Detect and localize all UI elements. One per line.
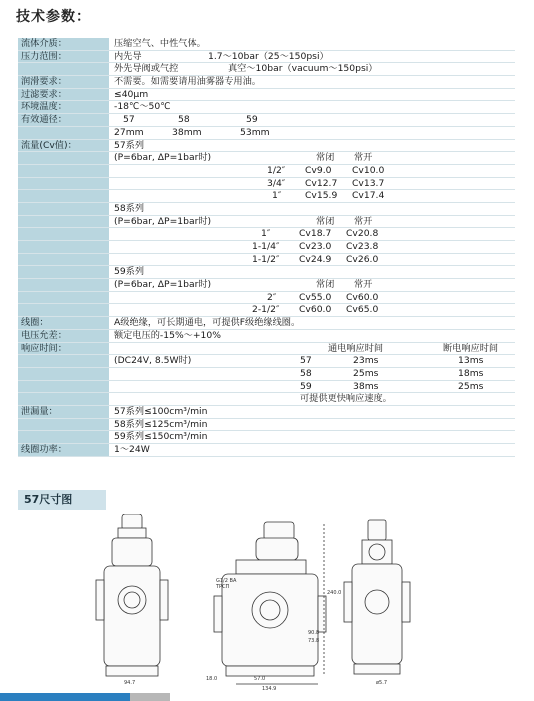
spec-cell: 断电响应时间 xyxy=(443,342,499,354)
dimension-drawing xyxy=(86,514,516,690)
spec-row-label: 流体介质： xyxy=(18,38,109,50)
spec-row-label xyxy=(18,127,109,139)
spec-cell: 57系列 xyxy=(114,139,145,151)
spec-row-label xyxy=(18,266,109,278)
spec-cell: 真空～10bar（vacuum～150psi） xyxy=(228,63,378,75)
spec-cell: 53mm xyxy=(240,126,270,138)
spec-row xyxy=(18,317,515,330)
valve-drawing-svg xyxy=(86,514,516,690)
spec-cell: Cv20.8 xyxy=(346,228,379,240)
spec-row-label: 润滑要求： xyxy=(18,76,109,88)
spec-row-label: 有效通径： xyxy=(18,114,109,126)
spec-row-label xyxy=(18,228,109,240)
spec-cell: Cv24.9 xyxy=(299,253,332,265)
spec-cell: 58系列≤125cm³/min xyxy=(114,418,208,430)
spec-row xyxy=(18,419,515,432)
spec-cell: 不需要。如需要请用油雾器专用油。 xyxy=(114,76,261,88)
spec-row-label xyxy=(18,355,109,367)
spec-row xyxy=(18,203,515,216)
spec-cell: 58 xyxy=(300,367,312,379)
dim-left-base: 94.7 xyxy=(124,680,136,686)
dim-h2: 73.8 xyxy=(308,638,320,644)
spec-cell: ≤40μm xyxy=(114,88,149,100)
spec-row-label: 压力范围： xyxy=(18,51,109,63)
spec-row xyxy=(18,101,515,114)
spec-row xyxy=(18,266,515,279)
spec-table xyxy=(18,38,515,457)
spec-row-label xyxy=(18,152,109,164)
spec-row-label xyxy=(18,304,109,316)
spec-row-label xyxy=(18,368,109,380)
spec-cell: Cv9.0 xyxy=(305,164,332,176)
spec-cell: Cv12.7 xyxy=(305,177,338,189)
spec-row xyxy=(18,330,515,343)
spec-row xyxy=(18,38,515,51)
spec-row xyxy=(18,190,515,203)
footer-bar xyxy=(0,693,534,701)
spec-row xyxy=(18,178,515,191)
spec-cell: 57 xyxy=(300,355,312,367)
spec-cell: 59 xyxy=(246,114,258,126)
spec-cell: 3/4″ xyxy=(267,177,286,189)
spec-row xyxy=(18,152,515,165)
spec-row-label xyxy=(18,190,109,202)
spec-cell: Cv10.0 xyxy=(352,164,385,176)
spec-row-label xyxy=(18,63,109,75)
spec-row xyxy=(18,406,515,419)
spec-cell: 59系列 xyxy=(114,266,145,278)
dim-thread: G1/2 BA xyxy=(216,578,237,584)
spec-row-label xyxy=(18,381,109,393)
spec-cell: -18℃～50℃ xyxy=(114,101,171,113)
spec-row-label: 电压允差： xyxy=(18,330,109,342)
spec-row xyxy=(18,241,515,254)
spec-cell: A级绝缘，可长期通电，可提供F级绝缘线圈。 xyxy=(114,317,301,329)
spec-row xyxy=(18,292,515,305)
dim-total-height: 240.0 xyxy=(327,590,342,596)
spec-row xyxy=(18,63,515,76)
spec-cell: 额定电压的-15%～+10% xyxy=(114,329,221,341)
spec-cell: Cv26.0 xyxy=(346,253,379,265)
spec-row xyxy=(18,304,515,317)
spec-cell: 常开 xyxy=(354,215,373,227)
spec-cell: 1″ xyxy=(272,190,282,202)
spec-row xyxy=(18,127,515,140)
spec-cell: 38mm xyxy=(172,126,202,138)
spec-row-label: 线圈： xyxy=(18,317,109,329)
spec-cell: 18ms xyxy=(458,367,484,379)
spec-row-label: 过滤要求： xyxy=(18,89,109,101)
spec-cell: Cv23.0 xyxy=(299,241,332,252)
spec-cell: 1.7～10bar（25～150psi） xyxy=(208,50,329,62)
spec-cell: Cv65.0 xyxy=(346,304,379,316)
spec-cell: 38ms xyxy=(353,380,379,392)
spec-cell: 2-1/2″ xyxy=(252,304,280,316)
spec-cell: 内先导 xyxy=(114,50,142,62)
spec-row xyxy=(18,431,515,444)
spec-cell: Cv60.0 xyxy=(299,304,332,316)
spec-cell: (DC24V, 8.5W时) xyxy=(114,355,192,367)
spec-row xyxy=(18,343,515,356)
spec-row xyxy=(18,368,515,381)
dim-w-mid: 57.0 xyxy=(254,676,266,682)
spec-cell: 常闭 xyxy=(316,152,335,164)
spec-row xyxy=(18,381,515,394)
spec-row-label: 环境温度： xyxy=(18,101,109,113)
spec-cell: (P=6bar, ΔP=1bar时) xyxy=(114,279,212,291)
spec-row-label: 泄漏量： xyxy=(18,406,109,418)
spec-row-label xyxy=(18,241,109,253)
spec-cell: 59 xyxy=(300,380,312,392)
spec-row-label: 响应时间： xyxy=(18,343,109,355)
spec-row xyxy=(18,216,515,229)
spec-cell: Cv17.4 xyxy=(352,190,385,202)
spec-row xyxy=(18,76,515,89)
port-label: ТРСП xyxy=(216,584,230,590)
spec-cell: 常开 xyxy=(354,152,373,164)
spec-cell: Cv13.7 xyxy=(352,177,385,189)
spec-cell: 58 xyxy=(178,114,190,126)
spec-cell: 57系列≤100cm³/min xyxy=(114,405,208,417)
spec-cell: 外先导阀或气控 xyxy=(114,63,179,75)
spec-row-label: 线圈功率： xyxy=(18,444,109,456)
left-view-drawing xyxy=(96,514,168,676)
spec-row xyxy=(18,114,515,127)
spec-cell: 27mm xyxy=(114,126,144,138)
spec-row-label xyxy=(18,216,109,228)
spec-cell: 58系列 xyxy=(114,202,145,214)
spec-cell: 1～24W xyxy=(114,444,150,455)
spec-row xyxy=(18,393,515,406)
front-view-drawing xyxy=(214,522,326,684)
spec-cell: (P=6bar, ΔP=1bar时) xyxy=(114,215,212,227)
spec-cell: 1-1/4″ xyxy=(252,241,280,252)
spec-cell: 13ms xyxy=(458,355,484,367)
spec-row-label xyxy=(18,393,109,405)
spec-cell: 23ms xyxy=(353,355,379,367)
spec-row xyxy=(18,254,515,267)
spec-row-label xyxy=(18,419,109,431)
spec-row-label xyxy=(18,254,109,266)
spec-cell: 25ms xyxy=(353,367,379,379)
footer-blue-strip xyxy=(0,693,130,701)
spec-cell: Cv55.0 xyxy=(299,291,332,303)
spec-cell: (P=6bar, ΔP=1bar时) xyxy=(114,152,212,164)
spec-cell: 常开 xyxy=(354,279,373,291)
spec-cell: 1-1/2″ xyxy=(252,253,280,265)
spec-cell: 57 xyxy=(123,114,135,126)
spec-cell: 常闭 xyxy=(316,215,335,227)
spec-cell: 1/2″ xyxy=(267,164,286,176)
dim-width-total: 134.9 xyxy=(262,686,277,690)
spec-row-label xyxy=(18,203,109,215)
spec-row-label: 流量(Cv值)： xyxy=(18,140,109,152)
spec-row-label xyxy=(18,178,109,190)
spec-row xyxy=(18,279,515,292)
dimension-section-title: 57尺寸图 xyxy=(18,490,106,510)
spec-row xyxy=(18,89,515,102)
footer-gray-strip xyxy=(130,693,170,701)
spec-row-label xyxy=(18,165,109,177)
dim-h1: 90.8 xyxy=(308,630,320,636)
spec-row xyxy=(18,228,515,241)
spec-row-label xyxy=(18,431,109,443)
spec-cell: 1″ xyxy=(261,228,271,240)
dim-w-left: 18.0 xyxy=(206,676,218,682)
spec-row xyxy=(18,51,515,64)
spec-cell: 压缩空气、中性气体。 xyxy=(114,38,206,49)
spec-row-label xyxy=(18,279,109,291)
right-view-drawing xyxy=(344,520,410,674)
spec-cell: Cv15.9 xyxy=(305,190,338,202)
page-title: 技术参数： xyxy=(16,9,91,25)
spec-cell: 25ms xyxy=(458,380,484,392)
spec-cell: 常闭 xyxy=(316,279,335,291)
spec-cell: 59系列≤150cm³/min xyxy=(114,431,208,443)
spec-cell: Cv60.0 xyxy=(346,291,379,303)
spec-cell: Cv18.7 xyxy=(299,228,332,240)
spec-cell: 2″ xyxy=(267,291,277,303)
spec-row xyxy=(18,140,515,153)
spec-row-label xyxy=(18,292,109,304)
spec-row xyxy=(18,355,515,368)
spec-cell: Cv23.8 xyxy=(346,241,379,252)
spec-row xyxy=(18,444,515,457)
spec-cell: 可提供更快响应速度。 xyxy=(300,393,392,405)
spec-row xyxy=(18,165,515,178)
dim-bolt: ø5.7 xyxy=(376,680,388,686)
spec-cell: 通电响应时间 xyxy=(328,342,384,354)
